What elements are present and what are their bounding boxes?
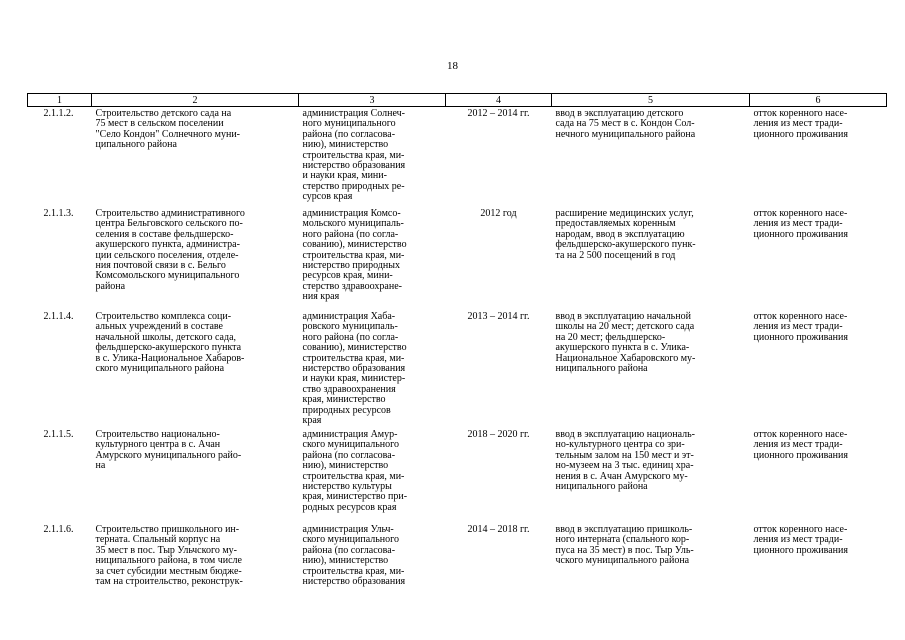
item-name: Строительство административного центра Бельговского сельского по- селения в составе фельдшерско- акушерского пункта, администра- ции сельского поселения, отделе- ния почтовой связи в с. Бельго Комсомольского муниципального района [95,208,245,292]
item-result: ввод в эксплуатацию националь- но-культурного центра со зри- тельным залом на 150 мест и эт- но-музеем на 3 тыс. единиц хра- нения в с. Ачан Амурского му- ниципального района [555,429,695,493]
table-row [28,310,887,428]
item-note: отток коренного насе- ления из мест тради- ционного проживания [753,311,848,343]
item-executor: администрация Амур- ского муниципального района (по согласова- нию), министерство строительства края, ми- нистерство культуры края, министерство при- родных ресурсов края [302,429,408,513]
item-executor: администрация Ульч- ского муниципального района (по согласова- нию), министерство строительства края, ми- нистерство образования [302,524,406,588]
column-header-2: 2 [92,94,299,107]
item-number: 2.1.1.2. [43,108,74,119]
item-number: 2.1.1.4. [43,311,74,322]
item-period: 2012 – 2014 гг. [467,108,530,119]
item-name: Строительство детского сада на 75 мест в сельском поселении "Село Кондон" Солнечного муни- ципального района [95,108,241,151]
page-number: 18 [447,60,458,72]
item-result: ввод в эксплуатацию детского сада на 75 мест в с. Кондон Сол- нечного муниципального района [555,108,696,140]
item-executor: администрация Хаба- ровского муниципаль- ного района (по согла- сованию), министерство строительства края, ми- нистерство образования и науки края, министер- ство здравоохранения края, министерство природных ресурсов края [302,311,407,427]
item-name: Строительство национально- культурного центра в с. Ачан Амурского муниципального райо- на [95,429,242,472]
column-header-6: 6 [750,94,887,107]
table-row [28,523,887,595]
item-note: отток коренного насе- ления из мест тради- ционного проживания [753,524,848,556]
item-period: 2013 – 2014 гг. [467,311,530,322]
item-number: 2.1.1.3. [43,208,74,219]
table-row [28,207,887,310]
item-result: ввод в эксплуатацию пришколь- ного интерната (спального кор- пуса на 35 мест) в пос. Тыр Уль- чского муниципального района [555,524,694,567]
column-number-row [28,94,887,107]
item-name: Строительство пришкольного ин- терната. Спальный корпус на 35 мест в пос. Тыр Ульчского му- ниципального района, в том числе за счет субсидии местным бюдже- там на строительство, реконструк- [95,524,243,588]
table-row [28,107,887,208]
item-note: отток коренного насе- ления из мест тради- ционного проживания [753,429,848,461]
item-result: ввод в эксплуатацию начальной школы на 20 мест; детского сада на 20 мест; фельдшерско- акушерского пункта в с. Улика- Национальное Хабаровского му- ниципального района [555,311,696,375]
item-number: 2.1.1.5. [43,429,74,440]
item-note: отток коренного насе- ления из мест тради- ционного проживания [753,108,848,140]
item-executor: администрация Комсо- мольского муниципаль- ного района (по согла- сованию), министерство строительства края, ми- нистерство природных ресурсов края, мини- стерство здравоохране- ния края [302,208,407,303]
table-row [28,428,887,523]
item-period: 2012 год [480,208,517,219]
item-period: 2018 – 2020 гг. [467,429,530,440]
item-period: 2014 – 2018 гг. [467,524,530,535]
program-table [27,93,887,595]
item-number: 2.1.1.6. [43,524,74,535]
column-header-3: 3 [299,94,446,107]
item-executor: администрация Солнеч- ного муниципального района (по согласова- нию), министерство строительства края, ми- нистерство образования и науки края, мини- стерство природных ре- сурсов края [302,108,406,203]
column-header-1: 1 [28,94,92,107]
item-note: отток коренного насе- ления из мест тради- ционного проживания [753,208,848,240]
item-result: расширение медицинских услуг, предоставляемых коренным народам, ввод в эксплуатацию фельдшерско-акушерского пунк- та на 2 500 посещений в год [555,208,696,261]
column-header-5: 5 [552,94,750,107]
item-name: Строительство комплекса соци- альных учреждений в составе начальной школы, детского сада, фельдшерско-акушерского пункта в с. Улика-Национальное Хабаров- ского муниципального района [95,311,245,375]
column-header-4: 4 [446,94,552,107]
